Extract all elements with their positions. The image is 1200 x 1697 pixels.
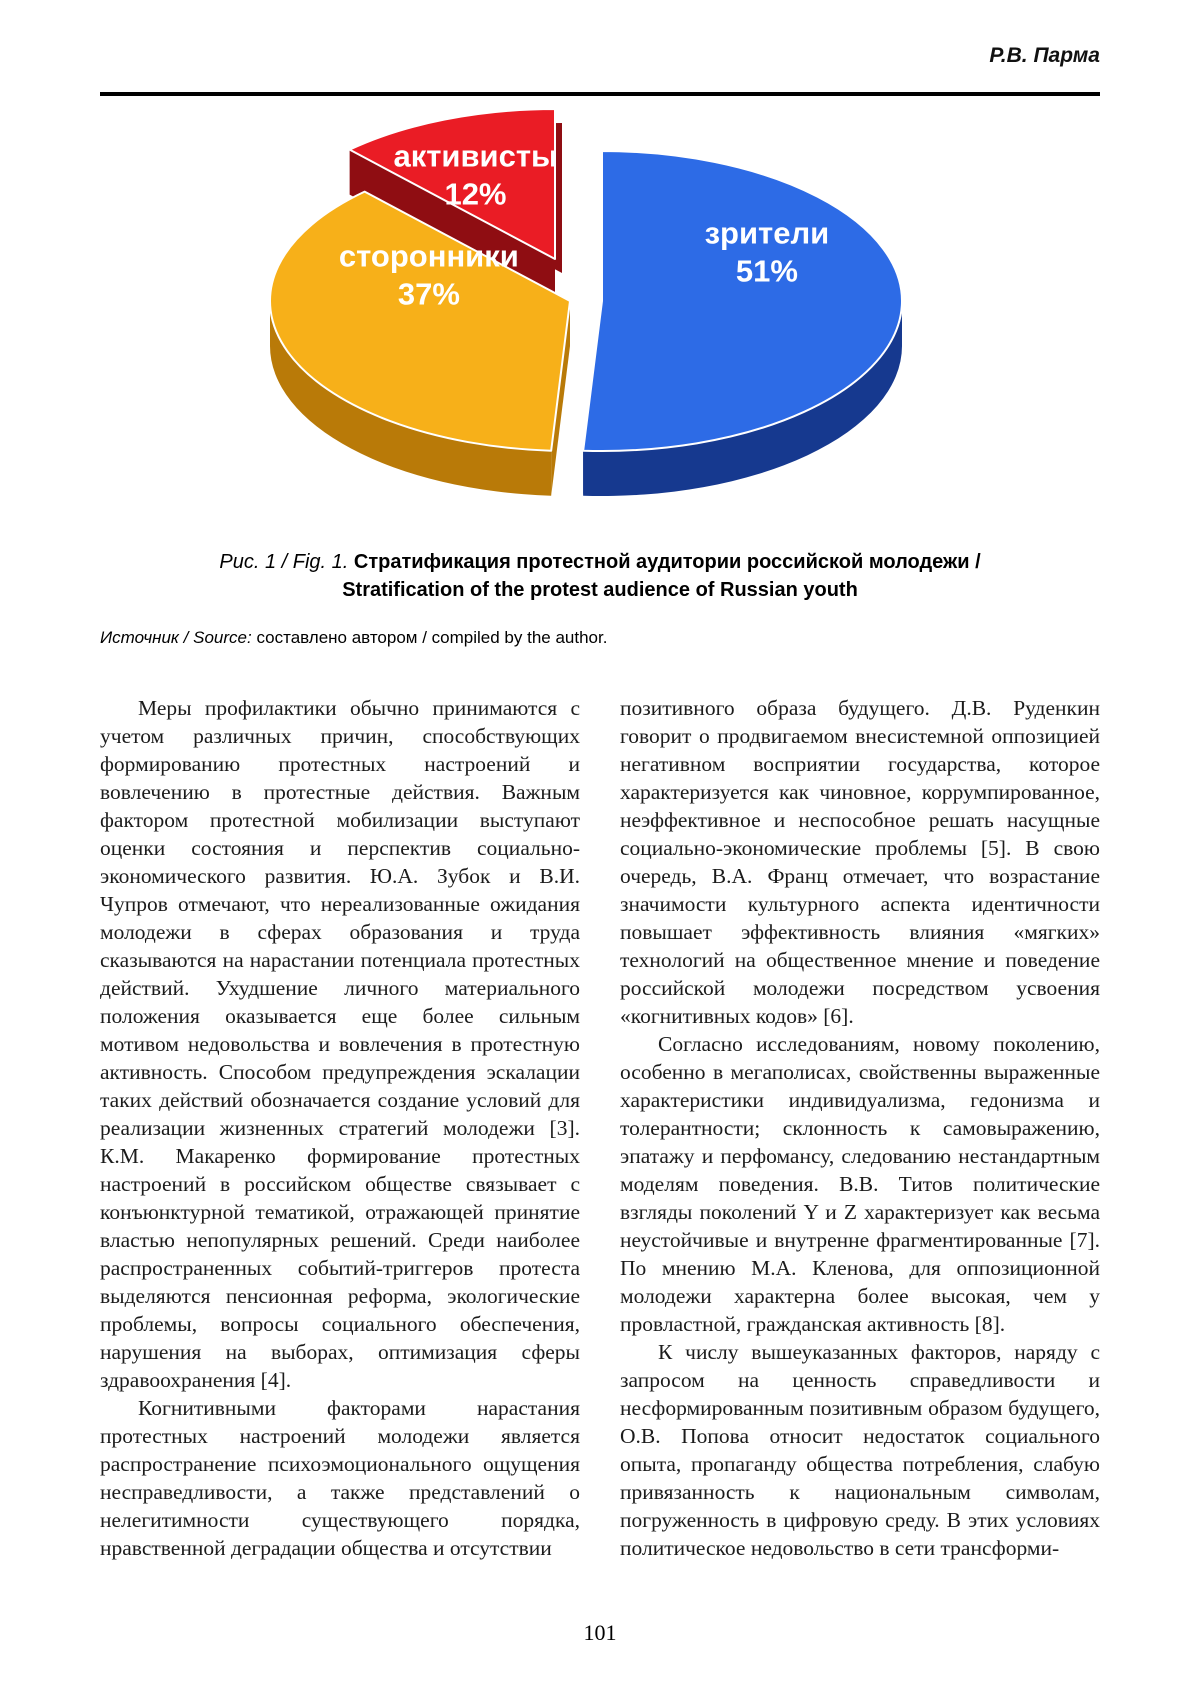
body-columns	[100, 694, 1100, 1562]
header-rule	[100, 92, 1100, 96]
source-line	[100, 628, 1100, 648]
body-left-column	[100, 694, 580, 1562]
author-header: Р.В. Парма	[989, 44, 1100, 67]
paragraph: К числу вышеуказанных факторов, наряду с запросом на ценность справедливости и несформированным позитивным образом будущего, О.В. Попова относит недостаток социального опыта, пропаганду общества потребления, слабую привязанность к национальным символам, погруженность в цифровую среду. В этих условиях политическое недовольство в сети трансформи-	[620, 1340, 1100, 1560]
paragraph: Меры профилактики обычно принимаются с учетом различных причин, способствующих формированию протестных настроений и вовлечению в протестные действия. Важным фактором протестной мобилизации выступают оценки состояния и перспектив социально-экономического развития. Ю.А. Зубок и В.И. Чупров отмечают, что нереализованные ожидания молодежи в сферах образования и труда сказываются на нарастании потенциала протестных действий. Ухудшение личного материального положения оказывается еще более сильным мотивом недовольства и вовлечения в протестную активность. Способом предупреждения эскалации таких действий обозначается создание условий для реализации жизненных стратегий молодежи [3]. К.М. Макаренко формирование протестных настроений в российском обществе связывает с конъюнктурной тематикой, отражающей принятие властью непопулярных решений. Среди наиболее распространенных событий-триггеров протеста выделяются пенсионная реформа, экологические проблемы, вопросы социального обеспечения, нарушения на выборах, оптимизация сферы здравоохранения [4].	[100, 696, 580, 1392]
paragraph: Когнитивными факторами нарастания протестных настроений молодежи является распространение психоэмоционального ощущения несправедливости, а также представлений о нелегитимности существующего порядка, нравственной деградации общества и отсутствии	[100, 1396, 580, 1560]
source-label: Источник / Source:	[100, 628, 252, 647]
figure-block	[100, 106, 1100, 648]
page-number: 101	[583, 1620, 617, 1645]
slice-label-зрители: зрители 51%	[704, 215, 830, 289]
paragraph: Согласно исследованиям, новому поколению, особенно в мегаполисах, свойственны выраженные характеристики индивидуализма, гедонизма и толерантности; склонность к самовыражению, эпатажу и перфомансу, следованию нестандартным моделям поведения. В.В. Титов политические взгляды поколений Y и Z характеризует как весьма неустойчивые и внутренне фрагментированные [7]. По мнению М.А. Кленова, для оппозиционной молодежи характерна более высокая, чем у провластной, гражданская активность [8].	[620, 1032, 1100, 1336]
pie-chart	[100, 106, 1100, 536]
caption-prefix: Рис. 1 / Fig. 1.	[219, 551, 349, 573]
caption-en: Stratification of the protest audience of Russian youth	[342, 579, 858, 601]
slice-label-активисты: активисты 12%	[393, 138, 558, 212]
body-right-column	[620, 694, 1100, 1562]
caption-ru: Стратификация протестной аудитории российской молодежи /	[353, 551, 981, 573]
pie-slice-зрители	[583, 151, 902, 496]
slice-label-сторонники: сторонники 37%	[338, 238, 519, 312]
source-text: составлено автором / compiled by the author.	[256, 628, 608, 647]
figure-caption	[100, 548, 1100, 604]
paragraph: позитивного образа будущего. Д.В. Руденкин говорит о продвигаемом внесистемной оппозицией негативном восприятии государства, которое характеризуется как чиновное, коррумпированное, неэффективное и неспособное решать насущные социально-экономические проблемы [5]. В свою очередь, В.А. Франц отмечает, что возрастание значимости культурного аспекта идентичности повышает эффективность влияния «мягких» технологий на общественное мнение и поведение российской молодежи посредством усвоения «когнитивных кодов» [6].	[620, 696, 1100, 1028]
